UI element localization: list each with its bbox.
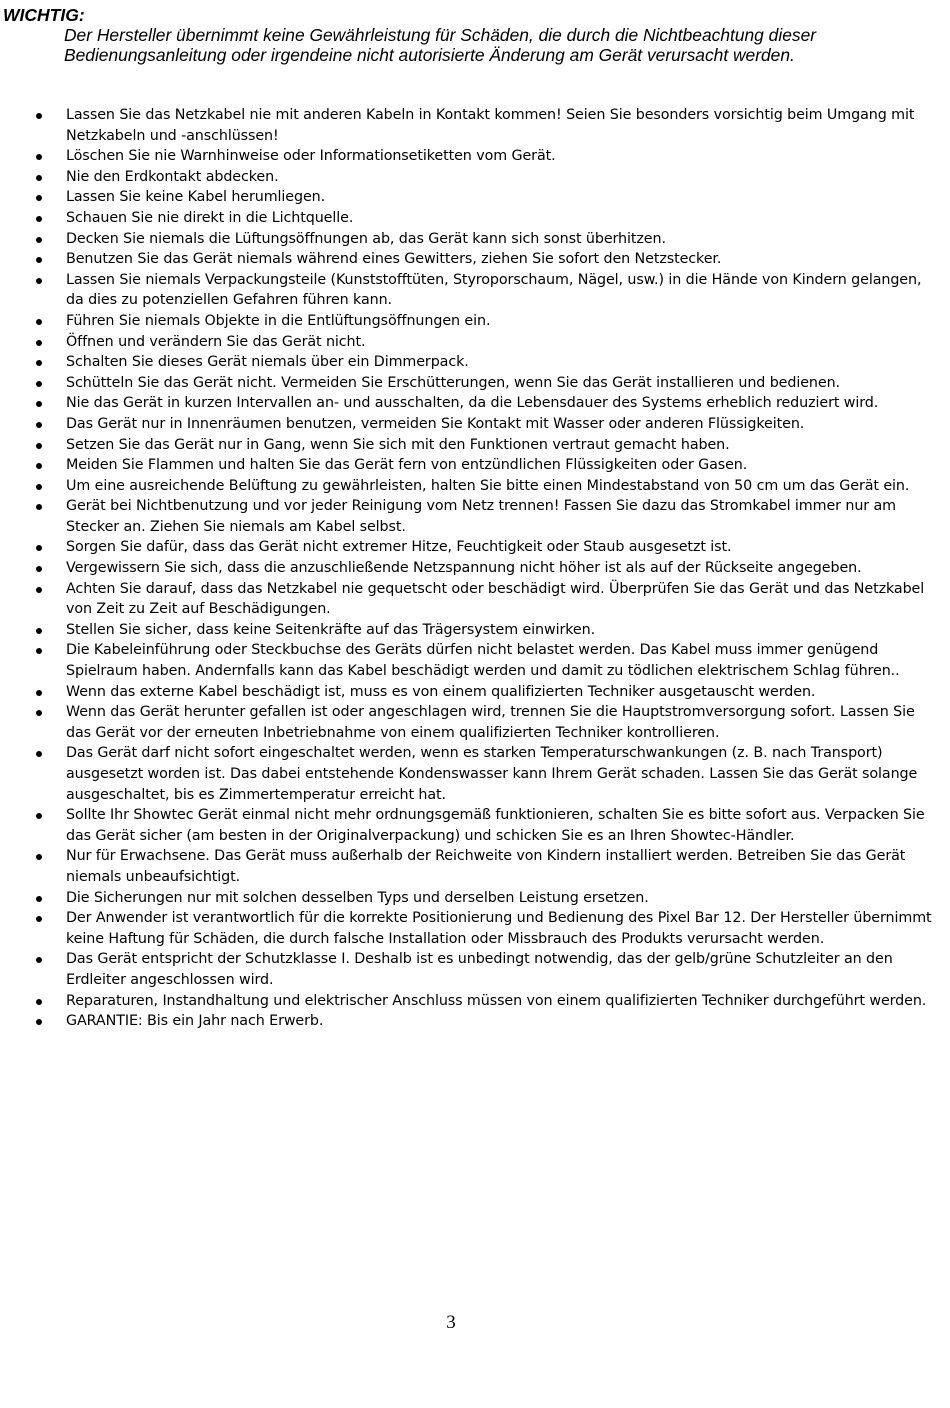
bullet-icon — [36, 175, 42, 181]
safety-item — [0, 146, 940, 167]
safety-item — [0, 537, 940, 558]
safety-item-text: GARANTIE: Bis ein Jahr nach Erwerb. — [66, 1013, 324, 1030]
safety-item — [0, 167, 940, 188]
safety-item — [0, 435, 940, 456]
safety-item — [0, 579, 940, 620]
safety-item-text: Benutzen Sie das Gerät niemals während eines Gewitters, ziehen Sie sofort den Netzstecker. — [66, 251, 722, 268]
bullet-icon — [36, 237, 42, 243]
safety-item — [0, 640, 940, 681]
safety-item-text: Die Sicherungen nur mit solchen desselben Typs und derselben Leistung ersetzen. — [66, 889, 649, 906]
safety-item-text: Schalten Sie dieses Gerät niemals über ein Dimmerpack. — [66, 354, 469, 371]
safety-item-text: Lassen Sie das Netzkabel nie mit anderen Kabeln in Kontakt kommen! Seien Sie besonders vorsichtig beim Umgang mit Netzkabeln und -anschlüssen! — [66, 107, 915, 144]
bullet-icon — [36, 113, 42, 119]
bullet-icon — [36, 360, 42, 366]
safety-item-text: Sorgen Sie dafür, dass das Gerät nicht extremer Hitze, Feuchtigkeit oder Staub ausgesetzt ist. — [66, 539, 732, 556]
bullet-icon — [36, 566, 42, 572]
safety-item-text: Wenn das Gerät herunter gefallen ist oder angeschlagen wird, trennen Sie die Hauptstromversorgung sofort. Lassen Sie das Gerät vor der erneuten Inbetriebnahme von einem qualifizierten Techniker kontrollieren. — [66, 704, 915, 741]
safety-item — [0, 846, 940, 887]
bullet-icon — [36, 216, 42, 222]
page-number: 3 — [446, 1312, 456, 1333]
safety-item — [0, 476, 940, 497]
safety-item — [0, 249, 940, 270]
bullet-icon — [36, 854, 42, 860]
bullet-icon — [36, 257, 42, 263]
safety-item — [0, 805, 940, 846]
safety-instructions-list — [0, 105, 940, 1032]
bullet-icon — [36, 443, 42, 449]
safety-item — [0, 991, 940, 1012]
bullet-icon — [36, 587, 42, 593]
safety-item — [0, 311, 940, 332]
safety-item-text: Wenn das externe Kabel beschädigt ist, muss es von einem qualifizierten Techniker ausgetauscht werden. — [66, 683, 816, 700]
bullet-icon — [36, 504, 42, 510]
bullet-icon — [36, 278, 42, 284]
safety-item-text: Das Gerät nur in Innenräumen benutzen, vermeiden Sie Kontakt mit Wasser oder anderen Flüssigkeiten. — [66, 415, 805, 432]
safety-item-text: Meiden Sie Flammen und halten Sie das Gerät fern von entzündlichen Flüssigkeiten oder Gasen. — [66, 457, 748, 474]
bullet-icon — [36, 628, 42, 634]
bullet-icon — [36, 484, 42, 490]
bullet-icon — [36, 690, 42, 696]
safety-item-text: Decken Sie niemals die Lüftungsöffnungen ab, das Gerät kann sich sonst überhitzen. — [66, 230, 666, 247]
safety-item — [0, 496, 940, 537]
safety-item — [0, 702, 940, 743]
safety-item-text: Achten Sie darauf, dass das Netzkabel nie gequetscht oder beschädigt wird. Überprüfen Sie das Gerät und das Netzkabel von Zeit zu Zeit auf Beschädigungen. — [66, 580, 925, 618]
safety-item-text: Der Anwender ist verantwortlich für die korrekte Positionierung und Bedienung des Pixel Bar 12. Der Hersteller übernimmt keine Haftung für Schäden, die durch falsche Installation oder Missbrauch des Produkts verursacht werden. — [66, 910, 932, 947]
safety-item — [0, 1011, 940, 1032]
bullet-icon — [36, 545, 42, 551]
safety-item-text: Das Gerät darf nicht sofort eingeschaltet werden, wenn es starken Temperaturschwankungen (z. B. nach Transport) ausgesetzt worden ist. Das dabei entstehende Kondenswasser kann Ihrem Gerät schaden. Lassen Sie das Gerät solange ausgeschaltet, bis es Zimmertemperatur erreicht hat. — [66, 745, 918, 803]
safety-item-text: Reparaturen, Instandhaltung und elektrischer Anschluss müssen von einem qualifizierten Techniker durchgeführt werden. — [66, 992, 927, 1009]
bullet-icon — [36, 463, 42, 469]
bullet-icon — [36, 154, 42, 160]
safety-item — [0, 908, 940, 949]
bullet-icon — [36, 340, 42, 346]
safety-item-text: Lassen Sie niemals Verpackungsteile (Kunststofftüten, Styroporschaum, Nägel, usw.) in die Hände von Kindern gelangen, da dies zu potenziellen Gefahren führen kann. — [66, 271, 922, 309]
safety-item — [0, 332, 940, 353]
bullet-icon — [36, 751, 42, 757]
bullet-icon — [36, 381, 42, 387]
bullet-icon — [36, 648, 42, 654]
bullet-icon — [36, 319, 42, 325]
safety-item — [0, 352, 940, 373]
safety-item-text: Gerät bei Nichtbenutzung und vor jeder Reinigung vom Netz trennen! Fassen Sie dazu das Stromkabel immer nur am Stecker an. Ziehen Sie niemals am Kabel selbst. — [66, 498, 896, 535]
bullet-icon — [36, 195, 42, 201]
bullet-icon — [36, 813, 42, 819]
bullet-icon — [36, 422, 42, 428]
safety-item — [0, 105, 940, 146]
warning-heading: WICHTIG: — [3, 5, 85, 25]
safety-item — [0, 455, 940, 476]
bullet-icon — [36, 957, 42, 963]
bullet-icon — [36, 1019, 42, 1025]
bullet-icon — [36, 916, 42, 922]
safety-item — [0, 373, 940, 394]
safety-item-text: Löschen Sie nie Warnhinweise oder Informationsetiketten vom Gerät. — [66, 148, 556, 165]
safety-item — [0, 187, 940, 208]
safety-item-text: Nie das Gerät in kurzen Intervallen an- und ausschalten, da die Lebensdauer des Systems erheblich reduziert wird. — [66, 395, 879, 412]
safety-item-text: Lassen Sie keine Kabel herumliegen. — [66, 189, 326, 206]
safety-item — [0, 414, 940, 435]
safety-item-text: Um eine ausreichende Belüftung zu gewährleisten, halten Sie bitte einen Mindestabstand von 50 cm um das Gerät ein. — [66, 477, 910, 494]
safety-item — [0, 949, 940, 990]
safety-item-text: Schauen Sie nie direkt in die Lichtquelle. — [66, 209, 354, 226]
bullet-icon — [36, 999, 42, 1005]
safety-item — [0, 270, 940, 311]
bullet-icon — [36, 401, 42, 407]
safety-item — [0, 682, 940, 703]
safety-item — [0, 620, 940, 641]
warranty-disclaimer: Der Hersteller übernimmt keine Gewährleistung für Schäden, die durch die Nichtbeachtung dieser Bedienungsanleitung oder irgendeine nicht autorisierte Änderung am Gerät verursacht werden. — [64, 25, 817, 66]
safety-item-text: Nur für Erwachsene. Das Gerät muss außerhalb der Reichweite von Kindern installiert werden. Betreiben Sie das Gerät niemals unbeaufsichtigt. — [66, 848, 906, 885]
safety-item — [0, 558, 940, 579]
safety-item — [0, 888, 940, 909]
safety-item-text: Die Kabeleinführung oder Steckbuchse des Geräts dürfen nicht belastet werden. Das Kabel muss immer genügend Spielraum haben. Andernfalls kann das Kabel beschädigt werden und damit zu tödlichen elektrischem Schlag führen.. — [66, 642, 900, 680]
safety-item — [0, 743, 940, 805]
safety-item-text: Öffnen und verändern Sie das Gerät nicht. — [66, 333, 366, 350]
safety-item-text: Vergewissern Sie sich, dass die anzuschließende Netzspannung nicht höher ist als auf der Rückseite angegeben. — [66, 560, 862, 577]
safety-item — [0, 393, 940, 414]
safety-item-text: Setzen Sie das Gerät nur in Gang, wenn Sie sich mit den Funktionen vertraut gemacht haben. — [66, 436, 730, 453]
safety-item-text: Führen Sie niemals Objekte in die Entlüftungsöffnungen ein. — [66, 312, 491, 329]
safety-item-text: Schütteln Sie das Gerät nicht. Vermeiden Sie Erschütterungen, wenn Sie das Gerät installieren und bedienen. — [66, 374, 840, 391]
safety-item-text: Nie den Erdkontakt abdecken. — [66, 168, 279, 185]
safety-item — [0, 229, 940, 250]
safety-item-text: Sollte Ihr Showtec Gerät einmal nicht mehr ordnungsgemäß funktionieren, schalten Sie es bitte sofort aus. Verpacken Sie das Gerät sicher (am besten in der Originalverpackung) und schicken Sie es an Ihren Showtec-Händler. — [66, 807, 925, 844]
bullet-icon — [36, 710, 42, 716]
bullet-icon — [36, 896, 42, 902]
safety-item-text: Das Gerät entspricht der Schutzklasse I. Deshalb ist es unbedingt notwendig, das der gelb/grüne Schutzleiter an den Erdleiter angeschlossen wird. — [66, 951, 893, 988]
safety-item — [0, 208, 940, 229]
safety-item-text: Stellen Sie sicher, dass keine Seitenkräfte auf das Trägersystem einwirken. — [66, 621, 596, 638]
